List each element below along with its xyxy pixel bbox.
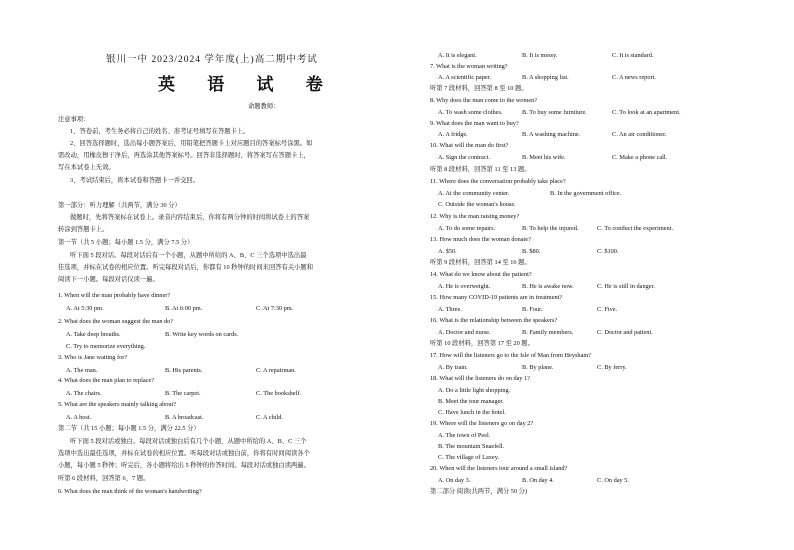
q1-option-c: C. At 7:30 pm.	[256, 305, 294, 312]
q2-option-b: B. Write key words on cards.	[165, 331, 239, 338]
question-18: 18. What will the listeners do on day 1?	[430, 375, 531, 382]
question-14: 14. What do we know about the patient?	[430, 271, 532, 278]
question-15: 15. How many COVID-19 patients are in treatment?	[430, 294, 563, 301]
question-16: 16. What is the relationship between the speakers?	[430, 317, 558, 324]
q17-option-a: A. By train.	[438, 364, 468, 371]
note-2-end: 写在本试卷上无效。	[58, 164, 115, 171]
q18-option-c: C. Have lunch in the hotel.	[438, 409, 506, 416]
section2-instructions-3: 小题，每小题 5 秒钟；听完后，各小题将给出 5 秒钟的作答时间。每段对话或独白读两遍。	[58, 462, 310, 469]
q10-option-c: C. Make a phone call.	[612, 154, 668, 161]
setter-label: 命题教师：	[248, 103, 280, 110]
note-2: 2、回答选择题时，选出每小题答案后，用铅笔把答题卡上对应题目的答案标号涂黑。如	[70, 140, 313, 147]
question-7: 7. What is the woman writing?	[430, 63, 508, 70]
q8-option-b: B. To buy some furniture.	[522, 109, 587, 116]
q19-option-b: B. The mountain Snaefell.	[438, 443, 505, 450]
q3-option-c: C. A repairman.	[256, 367, 296, 374]
q19-option-c: C. The village of Laxey.	[438, 454, 500, 461]
q11-option-c: C. Outside the woman's house.	[438, 201, 516, 208]
listen-material-7: 听第 7 段材料，回答第 8 至 10 题。	[430, 85, 528, 92]
q12-option-b: B. To help the injured.	[522, 225, 579, 232]
part1-intro: 做题时，先将答案标在试卷上。录音内容结束后，你将有两分钟的时间将试卷上的答案	[70, 214, 310, 221]
q15-option-b: B. Four.	[522, 306, 543, 313]
q10-option-a: A. Sign the contract.	[438, 154, 490, 161]
q7-option-a: A. A scientific paper.	[438, 74, 491, 81]
q20-option-b: B. On day 4.	[522, 477, 555, 484]
q14-option-a: A. He is overweight.	[438, 283, 491, 290]
listen-material-6: 听第 6 段材料，回答第 6、7 题。	[58, 475, 150, 482]
question-6: 6. What does the man think of the woman's handwriting?	[58, 488, 202, 495]
q1-option-b: B. At 6:00 pm.	[165, 305, 203, 312]
q8-option-a: A. To wash some clothes.	[438, 109, 503, 116]
listen-material-9: 听第 9 段材料，回答第 14 至 16 题。	[430, 259, 531, 266]
q15-option-c: C. Five.	[597, 306, 618, 313]
q18-option-b: B. Meet the tour manager.	[438, 398, 504, 405]
section1-heading: 第一节（共 5 小题；每小题 1.5 分，满分 7.5 分）	[58, 239, 194, 246]
q14-option-b: B. He is awake now.	[522, 283, 574, 290]
section2-heading: 第二节（共 15 小题；每小题 1.5 分，满分 22.5 分）	[58, 425, 200, 432]
q16-option-c: C. Doctor and patient.	[597, 329, 653, 336]
note-3: 3、考试结束后，将本试卷和答题卡一并交回。	[70, 177, 200, 184]
question-5: 5. What are the speakers mainly talking about?	[58, 401, 177, 408]
question-19: 19. Where will the listeners go on day 2?	[430, 420, 534, 427]
q20-option-a: A. On day 3.	[438, 477, 471, 484]
question-4: 4. What does the man plan to replace?	[58, 377, 155, 384]
q19-option-a: A. The town of Peel.	[438, 432, 491, 439]
q4-option-c: C. The bookshelf.	[256, 390, 302, 397]
question-8: 8. Why does the man come to the women?	[430, 97, 538, 104]
q13-option-a: A. $50.	[438, 248, 457, 255]
q9-option-b: B. A washing machine.	[522, 131, 581, 138]
q11-option-b: B. In the government office.	[550, 190, 622, 197]
listen-material-8: 听第 8 段材料，回答第 11 至 13 题。	[430, 166, 531, 173]
section1-instructions: 听下面 5 段对话。每段对话后有一个小题，从题中所给的 A、B、C 三个选项中选出最	[70, 252, 307, 259]
q6-option-a: A. It is elegant.	[438, 52, 477, 59]
part1-intro-cont: 转涂到答题卡上。	[58, 226, 109, 233]
q7-option-b: B. A shopping list.	[522, 74, 569, 81]
q8-option-c: C. To look at an apartment.	[612, 109, 681, 116]
note-2-cont: 需改动，用橡皮擦干净后，再选涂其他答案标号。回答非选择题时，将答案写在答题卡上，	[58, 152, 310, 159]
q6-option-c: C. It is standard.	[612, 52, 654, 59]
question-9: 9. What does the man want to buy?	[430, 120, 519, 127]
q2-option-c: C. Try to memorize everything.	[66, 343, 146, 350]
q16-option-b: B. Family members.	[522, 329, 574, 336]
q14-option-c: C. He is still in danger.	[597, 283, 655, 290]
question-17: 17. How will the listeners go to the Isle of Man from Heysham?	[430, 352, 592, 359]
q5-option-c: C. A child.	[256, 414, 283, 421]
q3-option-a: A. The man.	[66, 367, 98, 374]
section1-instructions-3: 阅读下一小题。每段对话仅读一遍。	[58, 276, 159, 283]
question-12: 12. Why is the man raising money?	[430, 213, 520, 220]
q5-option-b: B. A broadcast.	[165, 414, 204, 421]
q9-option-c: C. An air conditioner.	[612, 131, 667, 138]
q17-option-c: C. By ferry.	[597, 364, 627, 371]
part1-heading: 第一部分：听力理解（共两节，满分 30 分）	[58, 202, 181, 209]
question-2: 2. What does the woman suggest the man do?	[58, 318, 174, 325]
q2-option-a: A. Take deep breaths.	[66, 331, 121, 338]
q12-option-a: A. To do some repairs.	[438, 225, 496, 232]
q10-option-b: B. Meet his wife.	[522, 154, 566, 161]
section1-instructions-2: 佳选项，并标在试卷的相应位置。听完每段对话后，你都有 10 秒钟的时间来回答有关小题和	[58, 264, 314, 271]
q4-option-a: A. The chairs.	[66, 390, 102, 397]
question-13: 13. How much does the woman donate?	[430, 236, 531, 243]
page-title: 英 语 试 卷	[158, 75, 337, 94]
question-11: 11. Where does the conversation probably take place?	[430, 178, 566, 185]
q11-option-a: A. At the community center.	[438, 190, 510, 197]
q9-option-a: A. A fridge.	[438, 131, 468, 138]
q12-option-c: C. To conduct the experiment.	[597, 225, 674, 232]
section2-instructions-2: 选项中选出最佳选项，并标在试卷的相应位置。听每段对话或独白前，你将有时间阅读各个	[58, 450, 310, 457]
note-1: 1、答卷前，考生务必将自己的姓名、准考证号填写在答题卡上。	[70, 128, 250, 135]
question-3: 3. Who is Jane waiting for?	[58, 354, 128, 361]
q4-option-b: B. The carpet.	[165, 390, 201, 397]
listen-material-10: 听第 10 段材料，回答第 17 至 20 题。	[430, 340, 534, 347]
part2-heading: 第二部分 阅读(共两节，满分 50 分)	[430, 488, 528, 495]
question-1: 1. When will the man probably have dinner?	[58, 292, 171, 299]
q6-option-b: B. It is messy.	[522, 52, 558, 59]
q17-option-b: B. By plane.	[522, 364, 554, 371]
q18-option-a: A. Do a little light shopping.	[438, 387, 511, 394]
q5-option-a: A. A host.	[66, 414, 92, 421]
question-20: 20. When will the listeners tour around a small island?	[430, 465, 568, 472]
school-title: 银川一中 2023/2024 学年度(上)高二期中考试	[106, 55, 318, 65]
question-10: 10. What will the man do first?	[430, 142, 509, 149]
q1-option-a: A. At 5:30 pm.	[66, 305, 104, 312]
q16-option-a: A. Doctor and nurse.	[438, 329, 491, 336]
q3-option-b: B. His parents.	[165, 367, 203, 374]
notes-heading: 注意事项：	[58, 116, 90, 123]
q15-option-a: A. Three.	[438, 306, 462, 313]
q7-option-c: C. A news report.	[612, 74, 656, 81]
section2-instructions: 听下面 5 段对话或独白。每段对话或独白后有几个小题，从题中所给的 A、B、C 三个	[70, 438, 307, 445]
q13-option-c: C. $100.	[597, 248, 619, 255]
q20-option-c: C. On day 5.	[597, 477, 630, 484]
q13-option-b: B. $80.	[522, 248, 541, 255]
